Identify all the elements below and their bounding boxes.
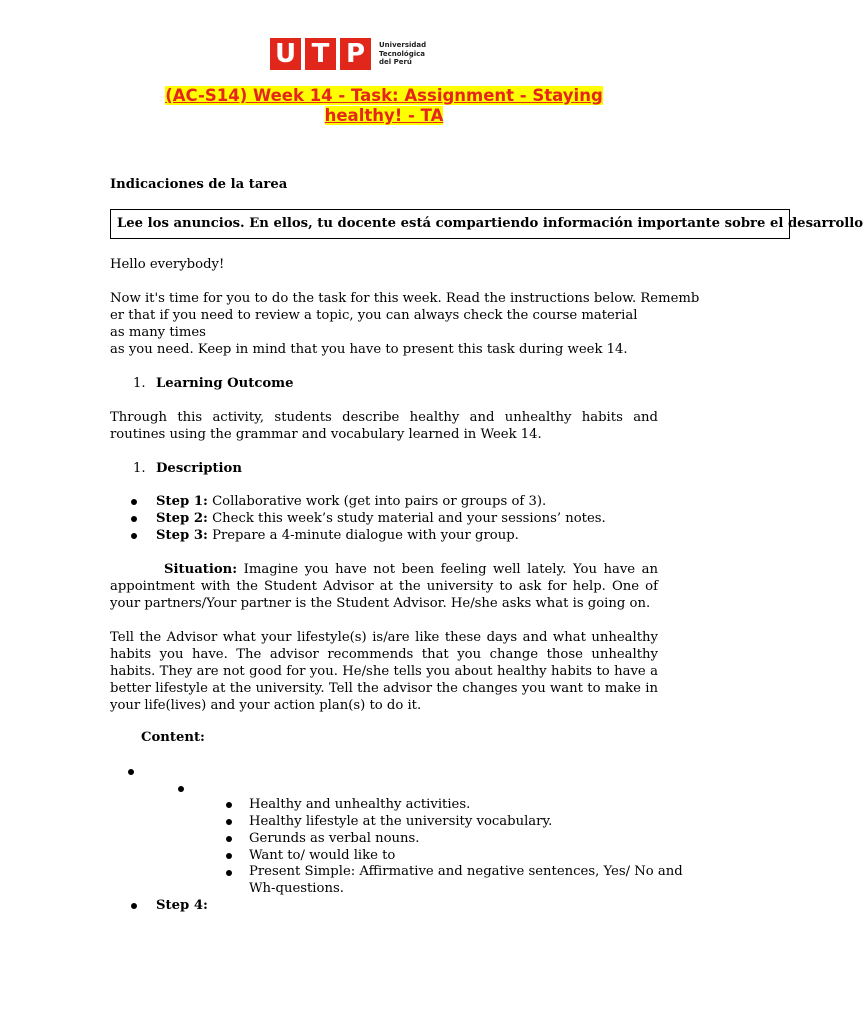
step-3: Step 3: Prepare a 4-minute dialogue with your group. xyxy=(156,528,519,543)
logo-letter-u: U xyxy=(270,38,301,70)
content-heading: Content: xyxy=(141,730,205,745)
advisor-paragraph: Tell the Advisor what your lifestyle(s) is/are like these days and what unhealthy habits you have. The advisor recommends that you change those unhealthy habits. They are not good for you. He/she tells you about healthy habits to have a better lifestyle at the university. Tell the advisor the changes you want to make in your life(lives) and your action plan(s) to do it. xyxy=(110,630,658,713)
logo-letter-t: T xyxy=(305,38,336,70)
section-1-number: 1. xyxy=(133,376,146,391)
content-item-1: Healthy and unhealthy activities. xyxy=(249,797,471,812)
page-title[interactable] xyxy=(110,86,658,126)
indications-heading: Indicaciones de la tarea xyxy=(110,177,288,192)
greeting: Hello everybody! xyxy=(110,257,225,272)
situation-paragraph: Situation: Imagine you have not been feeling well lately. You have an appointment with the Student Advisor at the university to ask for help. One of your partners/Your partner is the Student Advisor. He/she asks what is going on. xyxy=(110,562,658,611)
step-2: Step 2: Check this week’s study material and your sessions’ notes. xyxy=(156,511,606,526)
intro-line-3: as many times xyxy=(110,325,206,340)
intro-line-2: er that if you need to review a topic, you can always check the course material xyxy=(110,308,638,323)
empty-bullet-level-2 xyxy=(178,786,184,792)
content-item-4-bullet xyxy=(226,853,232,859)
logo-letter-p: P xyxy=(340,38,371,70)
logo-university-name: Universidad Tecnológica del Perú xyxy=(379,41,427,67)
step-2-bullet xyxy=(131,516,137,522)
content-item-2: Healthy lifestyle at the university vocabulary. xyxy=(249,814,553,829)
content-item-3-bullet xyxy=(226,836,232,842)
step-1-bullet xyxy=(131,499,137,505)
content-item-2-bullet xyxy=(226,819,232,825)
intro-line-4: as you need. Keep in mind that you have to present this task during week 14. xyxy=(110,342,628,357)
step-4-bullet xyxy=(131,903,137,909)
step-1: Step 1: Collaborative work (get into pairs or groups of 3). xyxy=(156,494,547,509)
content-item-5: Present Simple: Affirmative and negative sentences, Yes/ No and xyxy=(249,864,683,879)
content-item-4: Want to/ would like to xyxy=(249,848,396,863)
notice-box: Lee los anuncios. En ellos, tu docente está compartiendo información importante sobre el desarrollo xyxy=(110,209,790,239)
title-line-2: healthy! - TA xyxy=(324,106,444,125)
intro-line-1: Now it's time for you to do the task for this week. Read the instructions below. Rememb xyxy=(110,291,700,306)
description-heading: Description xyxy=(156,461,242,476)
learning-outcome-heading: Learning Outcome xyxy=(156,376,294,391)
step-3-bullet xyxy=(131,533,137,539)
content-item-5-continued: Wh-questions. xyxy=(249,881,344,896)
content-item-1-bullet xyxy=(226,802,232,808)
content-item-5-bullet xyxy=(226,870,232,876)
section-2-number: 1. xyxy=(133,461,146,476)
empty-bullet-level-1 xyxy=(128,769,134,775)
title-line-1: (AC-S14) Week 14 - Task: Assignment - Staying xyxy=(165,86,603,105)
content-item-3: Gerunds as verbal nouns. xyxy=(249,831,420,846)
step-4-label: Step 4: xyxy=(156,898,208,913)
outcome-text: Through this activity, students describe healthy and unhealthy habits and routines using the grammar and vocabulary learned in Week 14. xyxy=(110,410,658,442)
utp-logo xyxy=(270,38,426,70)
